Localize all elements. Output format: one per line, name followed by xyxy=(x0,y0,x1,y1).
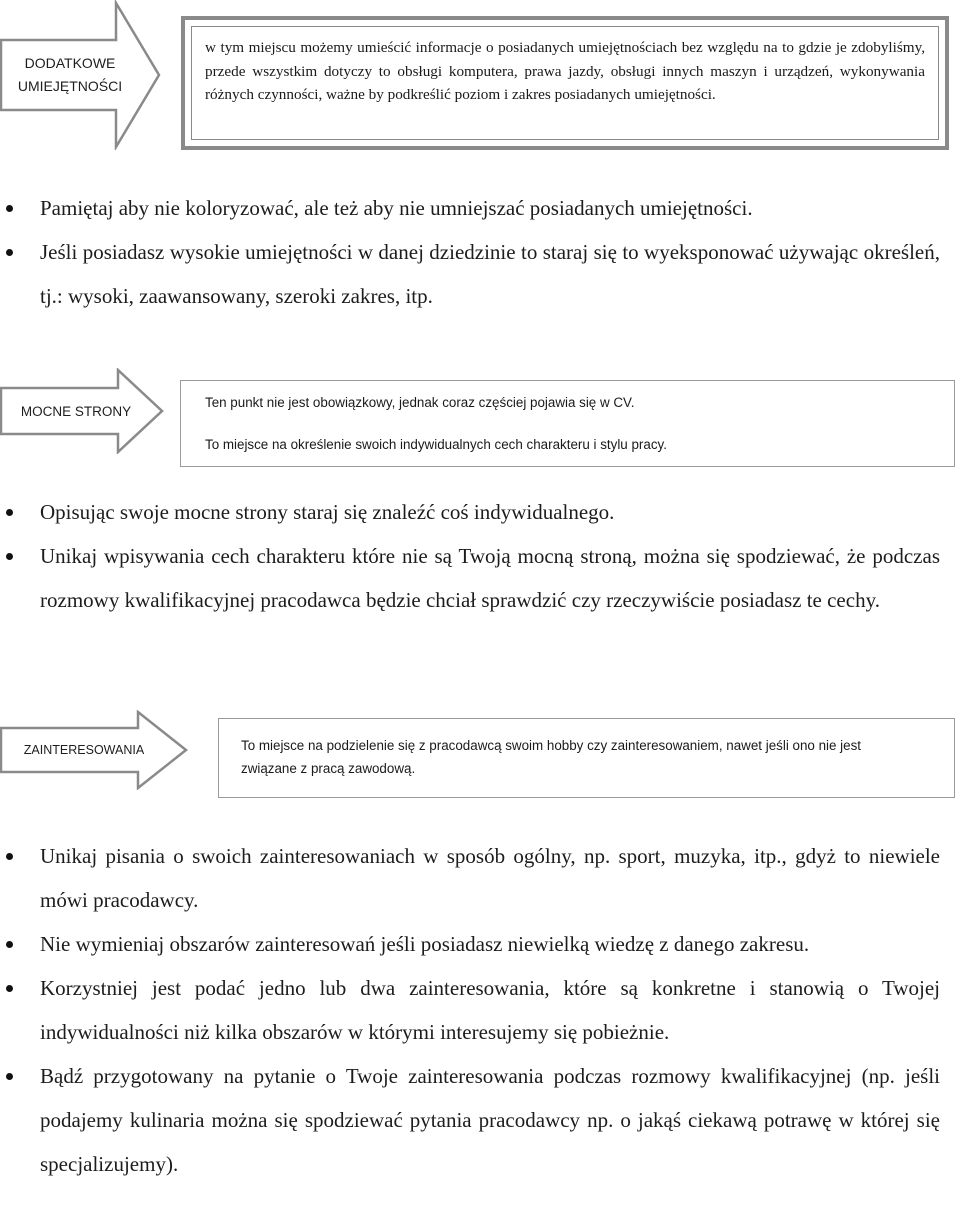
strengths-info-box xyxy=(180,380,955,467)
list-item: Korzystniej jest podać jedno lub dwa zainteresowania, które są konkretne i stanowią o Twojej indywidualności niż kilka obszarów w którymi interesujemy się pobieżnie. xyxy=(0,966,940,1054)
bullet-dot-icon xyxy=(6,509,13,516)
interests-info-text: To miejsce na podzielenie się z pracodawcą swoim hobby czy zainteresowaniem, nawet jeśli ono nie jest związane z pracą zawodową. xyxy=(241,738,862,776)
bullet-dot-icon xyxy=(6,249,13,256)
interests-arrow xyxy=(0,710,190,790)
strengths-info-line2: To miejsce na określenie swoich indywidualnych cech charakteru i stylu pracy. xyxy=(205,437,667,452)
list-item: Opisując swoje mocne strony staraj się znaleźć coś indywidualnego. xyxy=(0,490,940,534)
skills-arrow-label xyxy=(4,40,136,110)
list-item: Jeśli posiadasz wysokie umiejętności w danej dziedzinie to staraj się to wyeksponować używając określeń, tj.: wysoki, zaawansowany, szeroki zakres, itp. xyxy=(0,230,940,318)
skills-arrow-label-line2: UMIEJĘTNOŚCI xyxy=(17,78,123,94)
interests-arrow-label: ZAINTERESOWANIA xyxy=(23,743,145,757)
list-item: Pamiętaj aby nie koloryzować, ale też aby nie umniejszać posiadanych umiejętności. xyxy=(0,186,940,230)
skills-info-text: w tym miejscu możemy umieścić informacje o posiadanych umiejętnościach bez względu na to gdzie je zdobyliśmy, przede wszystkim dotyczy to obsługi komputera, prawa jazdy, obsługi innych maszyn i urządzeń, wykonywania różnych czynności, ważne by podkreślić poziom i zakres posiadanych umiejętności. xyxy=(205,39,925,103)
strengths-arrow-label: MOCNE STRONY xyxy=(20,403,132,419)
bullet-dot-icon xyxy=(6,1073,13,1080)
strengths-info-line1: Ten punkt nie jest obowiązkowy, jednak coraz częściej pojawia się w CV. xyxy=(205,395,635,410)
interests-bullet-list xyxy=(0,834,940,1186)
list-item: Nie wymieniaj obszarów zainteresowań jeśli posiadasz niewielką wiedzę z danego zakresu. xyxy=(0,922,940,966)
skills-info-box xyxy=(181,16,949,150)
strengths-arrow xyxy=(0,368,165,454)
skills-arrow-label-line1: DODATKOWE xyxy=(24,55,116,71)
list-item: Bądź przygotowany na pytanie o Twoje zainteresowania podczas rozmowy kwalifikacyjnej (np. jeśli podajemy kulinaria można się spodziewać pytania pracodawcy np. o jakąś ciekawą potrawę w której się specjalizujemy). xyxy=(0,1054,940,1186)
bullet-dot-icon xyxy=(6,853,13,860)
skills-arrow xyxy=(0,0,162,150)
strengths-bullet-list xyxy=(0,490,940,622)
bullet-dot-icon xyxy=(6,985,13,992)
skills-bullet-list xyxy=(0,186,940,318)
list-item: Unikaj wpisywania cech charakteru które nie są Twoją mocną stroną, można się spodziewać, że podczas rozmowy kwalifikacyjnej pracodawca będzie chciał sprawdzić czy rzeczywiście posiadasz te cechy. xyxy=(0,534,940,622)
list-item: Unikaj pisania o swoich zainteresowaniach w sposób ogólny, np. sport, muzyka, itp., gdyż to niewiele mówi pracodawcy. xyxy=(0,834,940,922)
interests-info-box xyxy=(218,718,955,798)
bullet-dot-icon xyxy=(6,941,13,948)
bullet-dot-icon xyxy=(6,553,13,560)
bullet-dot-icon xyxy=(6,205,13,212)
